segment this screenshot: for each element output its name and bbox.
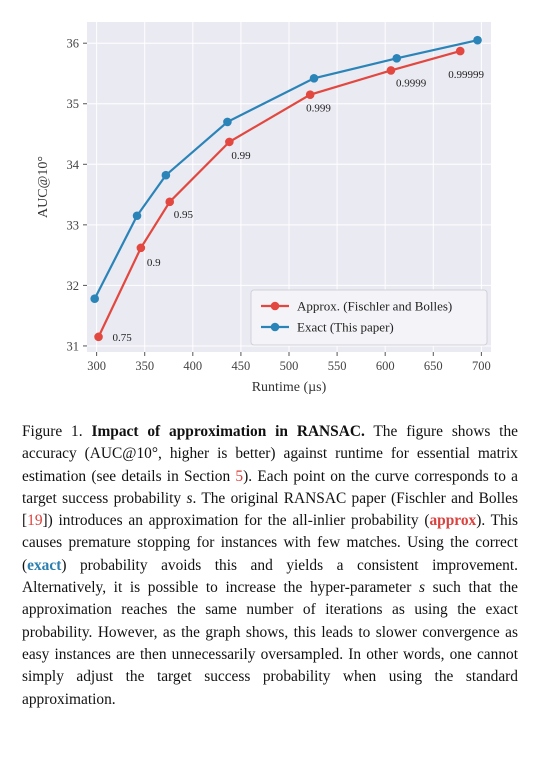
x-tick-label: 650 [423,359,443,373]
legend-label: Exact (This paper) [297,319,394,335]
x-axis-label: Runtime (µs) [251,380,327,395]
probability-label: 0.9 [146,256,161,269]
section-reference-link[interactable]: 5 [235,467,244,485]
caption-label: Figure 1. [22,423,83,440]
data-point [90,294,99,303]
y-tick-label: 33 [66,218,79,233]
caption-text: ]) introduces an approximation for the all-inlier probability ( [42,512,430,530]
data-point [225,138,234,147]
probability-label: 0.99999 [448,69,484,82]
y-tick-label: 35 [66,97,79,112]
probability-label: 0.999 [306,102,331,115]
data-point [137,244,146,253]
caption-text: ). This causes premature stopping for instances with few matches. Using the correct ( [22,512,519,574]
caption-title: Impact of approximation in RANSAC. [91,423,365,440]
probability-label: 0.95 [173,208,193,221]
x-tick-label: 550 [327,359,347,373]
probability-label: 0.9999 [395,77,427,90]
data-point [94,333,103,342]
x-tick-label: 450 [231,359,251,373]
data-point [165,198,174,207]
x-tick-label: 350 [135,359,155,373]
y-axis-label: AUC@10° [36,155,51,219]
data-point [133,211,142,220]
legend-label: Approx. (Fischler and Bolles) [297,298,453,314]
data-point [310,74,319,83]
probability-label: 0.75 [112,331,132,344]
approx-keyword: approx [429,512,477,530]
data-point [473,36,482,45]
data-point [456,47,465,56]
data-point [306,90,315,99]
math-variable-s: s [186,489,193,507]
citation-link[interactable]: 19 [27,512,43,530]
legend-swatch-marker [271,302,280,311]
math-variable-s: s [418,579,425,597]
figure-caption [22,421,518,711]
data-point [392,54,401,63]
y-tick-label: 31 [66,339,79,354]
caption-text: such that the approximation reaches the same number of iterations as using the exact probability. However, as the graph shows, this leads to slower convergence as easy instances are then unnecessarily oversampled. In other words, one cannot simply adjust the target success probability when using the standard approximation. [22,579,518,708]
x-tick-label: 300 [87,359,106,373]
probability-label: 0.99 [231,149,251,162]
y-tick-label: 34 [66,157,79,172]
data-point [162,171,171,180]
data-point [387,66,396,75]
x-tick-label: 400 [183,359,203,373]
caption-text: ). Each point on the curve corresponds to a target success probability [22,467,518,507]
exact-keyword: exact [27,556,62,574]
caption-text: ) probability avoids this and yields a consistent improvement. Alternatively, it is possible to increase the hyper-parameter [22,556,518,597]
y-tick-label: 32 [66,278,79,293]
legend-swatch-marker [271,323,280,332]
caption-text: . The original RANSAC paper (Fischler and Bolles [ [22,489,518,530]
y-tick-label: 36 [66,36,79,51]
caption-text: The figure shows the accuracy (AUC@10°, higher is better) against runtime for essential matrix estimation (see details in Section [22,423,518,485]
x-tick-label: 700 [472,359,491,373]
x-tick-label: 500 [279,359,299,373]
data-point [223,118,232,127]
x-tick-label: 600 [375,359,395,373]
